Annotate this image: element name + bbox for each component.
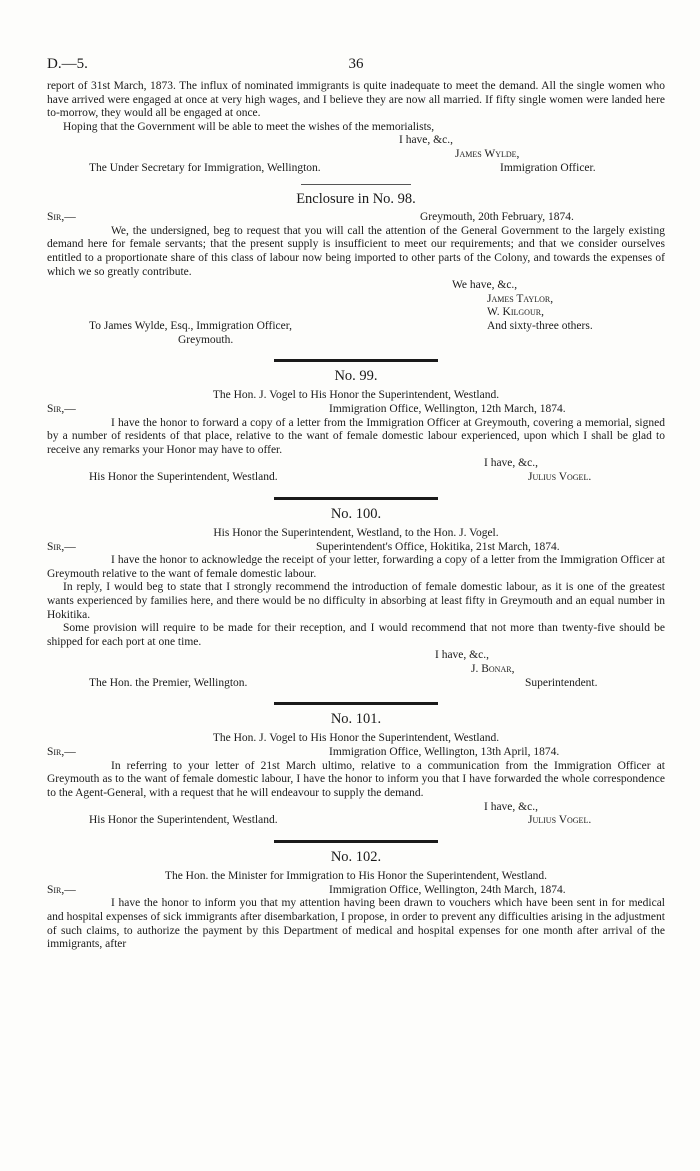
enclosure <box>47 193 665 347</box>
page-number: 36 <box>348 56 364 72</box>
letter-number: No. 99. <box>334 368 378 385</box>
letter-paragraph: I have the honor to inform you that my attention having been drawn to vouchers which have been sent in for medical and hospital expenses of sick immigrants after disembarkation, I propose, in order to prevent any difficulties arising in the adjustment of such claims, to authorize the payment by this Department of medical and hospital expenses for one month after arrival of the immigrants, after <box>47 897 665 951</box>
letter-addressee: The Hon. the Premier, Wellington. <box>89 676 248 689</box>
letter-place-date: Superintendent's Office, Hokitika, 21st March, 1874. <box>316 540 560 553</box>
intro-signature: James Wylde, <box>455 147 520 160</box>
intro-title: Immigration Officer. <box>500 161 596 174</box>
letter-paragraph: In reply, I would beg to state that I strongly recommend the introduction of female domestic labour, as it is one of the greatest wants experienced by families here, and there would be no difficulty in absorbing at least fifty in Greymouth and an equal number in Hokitika. <box>47 581 665 621</box>
enclosure-signature: W. Kilgour, <box>487 306 544 319</box>
letter-100 <box>47 505 665 691</box>
letter-salutation: Sir,— <box>47 883 76 896</box>
letter-signature-title: Superintendent. <box>525 676 598 689</box>
document-reference: D.—5. <box>47 56 88 72</box>
enclosure-addressee-place: Greymouth. <box>178 333 234 346</box>
intro-paragraph: Hoping that the Government will be able to meet the wishes of the memorialists, <box>63 120 435 133</box>
letter-99 <box>47 370 665 485</box>
letter-addressee: His Honor the Superintendent, Westland. <box>89 814 278 827</box>
letter-place-date: Immigration Office, Wellington, 13th April, 1874. <box>329 746 560 759</box>
intro-addressee: The Under Secretary for Immigration, Wellington. <box>89 161 321 174</box>
letter-number: No. 102. <box>330 848 382 865</box>
letter-paragraph: I have the honor to acknowledge the receipt of your letter, forwarding a copy of a letter from the Immigration Officer at Greymouth relative to the want of female domestic labour. <box>47 554 665 580</box>
section-divider <box>274 497 438 500</box>
enclosure-body: We, the undersigned, beg to request that you will call the attention of the General Government to the largely existing demand here for female servants; that the present supply is insufficient to meet our requirements; and that we consider ourselves entitled to a proportionate share of this class of labour now being imported to other parts of the Colony, and towards the expenses of which we so greatly contribute. <box>47 224 665 278</box>
letter-closing: I have, &c., <box>484 800 538 813</box>
letter-addressee: His Honor the Superintendent, Westland. <box>89 471 278 484</box>
enclosure-heading: Enclosure in No. 98. <box>296 191 416 208</box>
letter-signature: Julius Vogel. <box>528 471 592 484</box>
enclosure-signature: And sixty-three others. <box>487 319 593 332</box>
letter-title: His Honor the Superintendent, Westland, to the Hon. J. Vogel. <box>213 526 499 539</box>
section-divider <box>301 184 411 185</box>
section-divider <box>274 702 438 705</box>
page-header <box>47 58 665 80</box>
enclosure-salutation: Sir,— <box>47 211 76 224</box>
letter-title: The Hon. J. Vogel to His Honor the Superintendent, Westland. <box>212 732 500 745</box>
letter-salutation: Sir,— <box>47 540 76 553</box>
letter-salutation: Sir,— <box>47 746 76 759</box>
section-divider <box>274 840 438 843</box>
letter-paragraph: Some provision will require to be made for their reception, and I would recommend that not more than twenty-five should be shipped for each port at one time. <box>47 622 665 648</box>
letter-102 <box>47 848 665 952</box>
letter-signature: Julius Vogel. <box>528 814 592 827</box>
letter-place-date: Immigration Office, Wellington, 12th March, 1874. <box>329 403 566 416</box>
enclosure-signature: James Taylor, <box>487 292 554 305</box>
enclosure-addressee: To James Wylde, Esq., Immigration Officer, <box>89 319 292 332</box>
letter-salutation: Sir,— <box>47 403 76 416</box>
section-divider <box>274 359 438 362</box>
intro-letter <box>47 80 665 175</box>
letter-paragraph: I have the honor to forward a copy of a letter from the Immigration Officer at Greymouth, covering a memorial, signed by a number of residents of that place, relative to the want of female domestic labour experienced, upon which I shall be glad to receive any remarks your Honor may have to offer. <box>47 416 665 456</box>
letter-paragraph: In referring to your letter of 21st March ultimo, relative to a communication from the Immigration Officer at Greymouth as to the want of female domestic labour, I have the honor to inform you that I have forwarded the whole correspondence to the Agent-General, with a request that he will endeavour to supply the demand. <box>47 759 665 799</box>
letter-number: No. 101. <box>330 711 382 728</box>
document-page <box>47 58 665 952</box>
enclosure-place-date: Greymouth, 20th February, 1874. <box>420 211 574 224</box>
intro-closing: I have, &c., <box>399 134 453 147</box>
letter-signature: J. Bonar, <box>471 663 515 675</box>
enclosure-closing: We have, &c., <box>452 279 518 292</box>
letter-closing: I have, &c., <box>484 457 538 470</box>
letter-101 <box>47 713 665 828</box>
letter-title: The Hon. the Minister for Immigration to His Honor the Superintendent, Westland. <box>164 869 548 882</box>
letter-place-date: Immigration Office, Wellington, 24th March, 1874. <box>329 883 566 896</box>
letter-number: No. 100. <box>330 505 382 522</box>
letter-closing: I have, &c., <box>435 649 489 662</box>
intro-paragraph: report of 31st March, 1873. The influx of nominated immigrants is quite inadequate to meet the demand. All the single women who have arrived were engaged at once at very high wages, and I believe they are now all married. If fifty single women were landed here to-morrow, they would all be engaged at once. <box>47 80 665 120</box>
letter-title: The Hon. J. Vogel to His Honor the Superintendent, Westland. <box>212 389 500 402</box>
